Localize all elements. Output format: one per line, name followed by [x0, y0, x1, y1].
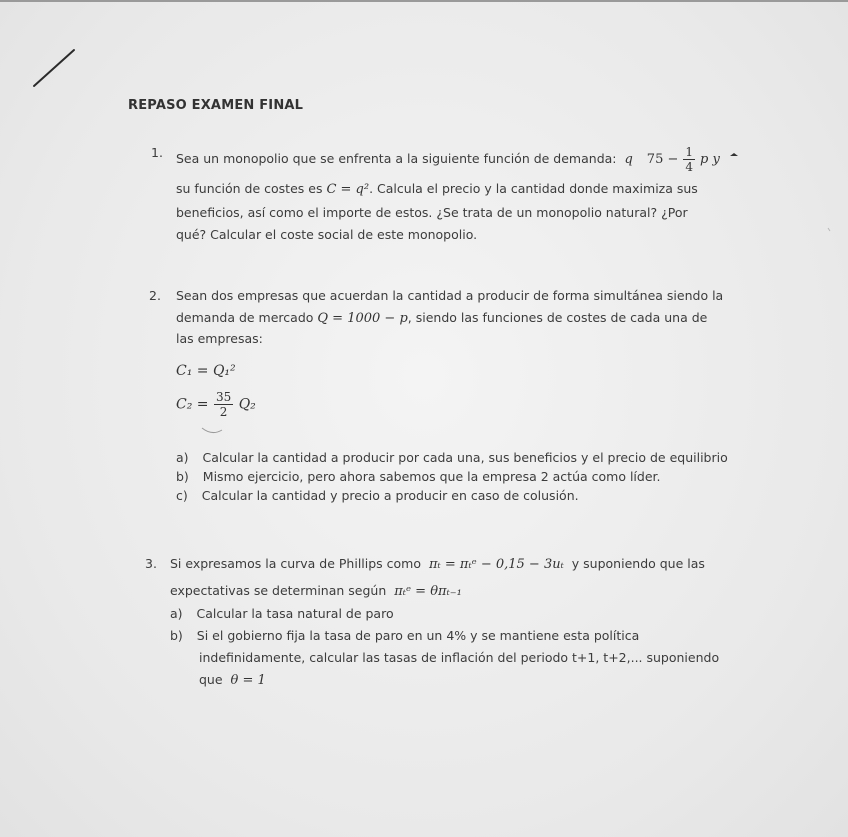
q1-line1-text: Sea un monopolio que se enfrenta a la siguiente función de demanda: — [176, 151, 617, 166]
q3-line1 — [170, 556, 705, 572]
q2-c2-fraction — [214, 390, 233, 419]
q3-line1-text-b: y suponiendo que las — [571, 556, 705, 571]
q2-cost-c2 — [176, 390, 256, 419]
q1-fraction-denominator: 4 — [685, 160, 693, 174]
q3-line1-text-a: Si expresamos la curva de Phillips como — [170, 556, 422, 571]
q2-number: 2. — [149, 288, 161, 303]
q2-item-b-label: b) — [176, 469, 189, 484]
q2-item-c-label: c) — [176, 488, 188, 503]
q1-number: 1. — [151, 145, 163, 160]
q2-c2-left: C₂ = — [176, 396, 209, 413]
q1-line2 — [176, 181, 698, 197]
q2-item-a-label: a) — [176, 450, 189, 465]
q2-line1: Sean dos empresas que acuerdan la cantidad a producir de forma simultánea siendo la — [176, 288, 724, 303]
q3-number: 3. — [145, 556, 157, 571]
q1-demand-p: p y — [699, 152, 720, 167]
q3-phillips-equation: πₜ = πₜᵉ − 0,15 − 3uₜ — [429, 557, 564, 572]
q3-item-a-label: a) — [170, 606, 183, 621]
q3-item-b-label: b) — [170, 628, 183, 643]
q2-item-b-text: Mismo ejercicio, pero ahora sabemos que la empresa 2 actúa como líder. — [202, 469, 661, 484]
q1-cost-equation: C = q² — [326, 182, 370, 197]
q2-item-a-text: Calcular la cantidad a producir por cada una, sus beneficios y el precio de equilibrio — [202, 450, 728, 465]
q2-item-b — [176, 469, 661, 484]
q3-item-b-text: Si el gobierno fija la tasa de paro en un 4% y se mantiene esta política — [196, 628, 640, 643]
page-title: REPASO EXAMEN FINAL — [128, 98, 304, 113]
q2-line2 — [176, 310, 707, 326]
q2-line3: las empresas: — [176, 331, 263, 346]
q3-item-b — [170, 628, 639, 643]
q2-cost-c1: C₁ = Q₁² — [176, 363, 236, 379]
q3-item-a-text: Calcular la tasa natural de paro — [196, 606, 394, 621]
q2-item-c-text: Calcular la cantidad y precio a producir en caso de colusión. — [201, 488, 579, 503]
q1-demand-fraction — [683, 145, 695, 174]
q2-c2-denominator: 2 — [219, 405, 228, 419]
q2-demand-equation: Q = 1000 − p — [317, 311, 408, 326]
q3-item-b-line2: indefinidamente, calcular las tasas de inflación del periodo t+1, t+2,... suponiendo — [199, 650, 720, 665]
q1-line1 — [176, 145, 720, 174]
q1-line2-text-b: . Calcula el precio y la cantidad donde maximiza sus — [369, 181, 698, 196]
q1-line3: beneficios, así como el importe de estos. ¿Se trata de un monopolio natural? ¿Por — [176, 205, 688, 220]
q3-line2-text-a: expectativas se determinan según — [170, 583, 387, 598]
q2-item-c — [176, 488, 579, 503]
q2-line2-text-b: , siendo las funciones de costes de cada una de — [407, 310, 708, 325]
q2-line2-text-a: demanda de mercado — [176, 310, 314, 325]
q1-demand-q: q — [624, 152, 633, 167]
q2-item-a — [176, 450, 728, 465]
q1-line2-text-a: su función de costes es — [176, 181, 323, 196]
q1-demand-const: 75 − — [646, 152, 679, 167]
q2-c2-numerator: 35 — [215, 390, 232, 404]
q3-item-b-line3 — [199, 672, 266, 688]
q2-c2-right: Q₂ — [238, 396, 256, 413]
q1-line4: qué? Calcular el coste social de este monopolio. — [176, 227, 478, 242]
q3-item-b-line3-text: que — [199, 672, 223, 687]
q3-item-a — [170, 606, 394, 621]
q3-theta-equation: θ = 1 — [230, 673, 266, 688]
q3-expectations-equation: πₜᵉ = θπₜ₋₁ — [394, 584, 462, 599]
q3-line2 — [170, 583, 462, 599]
q1-fraction-numerator: 1 — [685, 145, 693, 159]
